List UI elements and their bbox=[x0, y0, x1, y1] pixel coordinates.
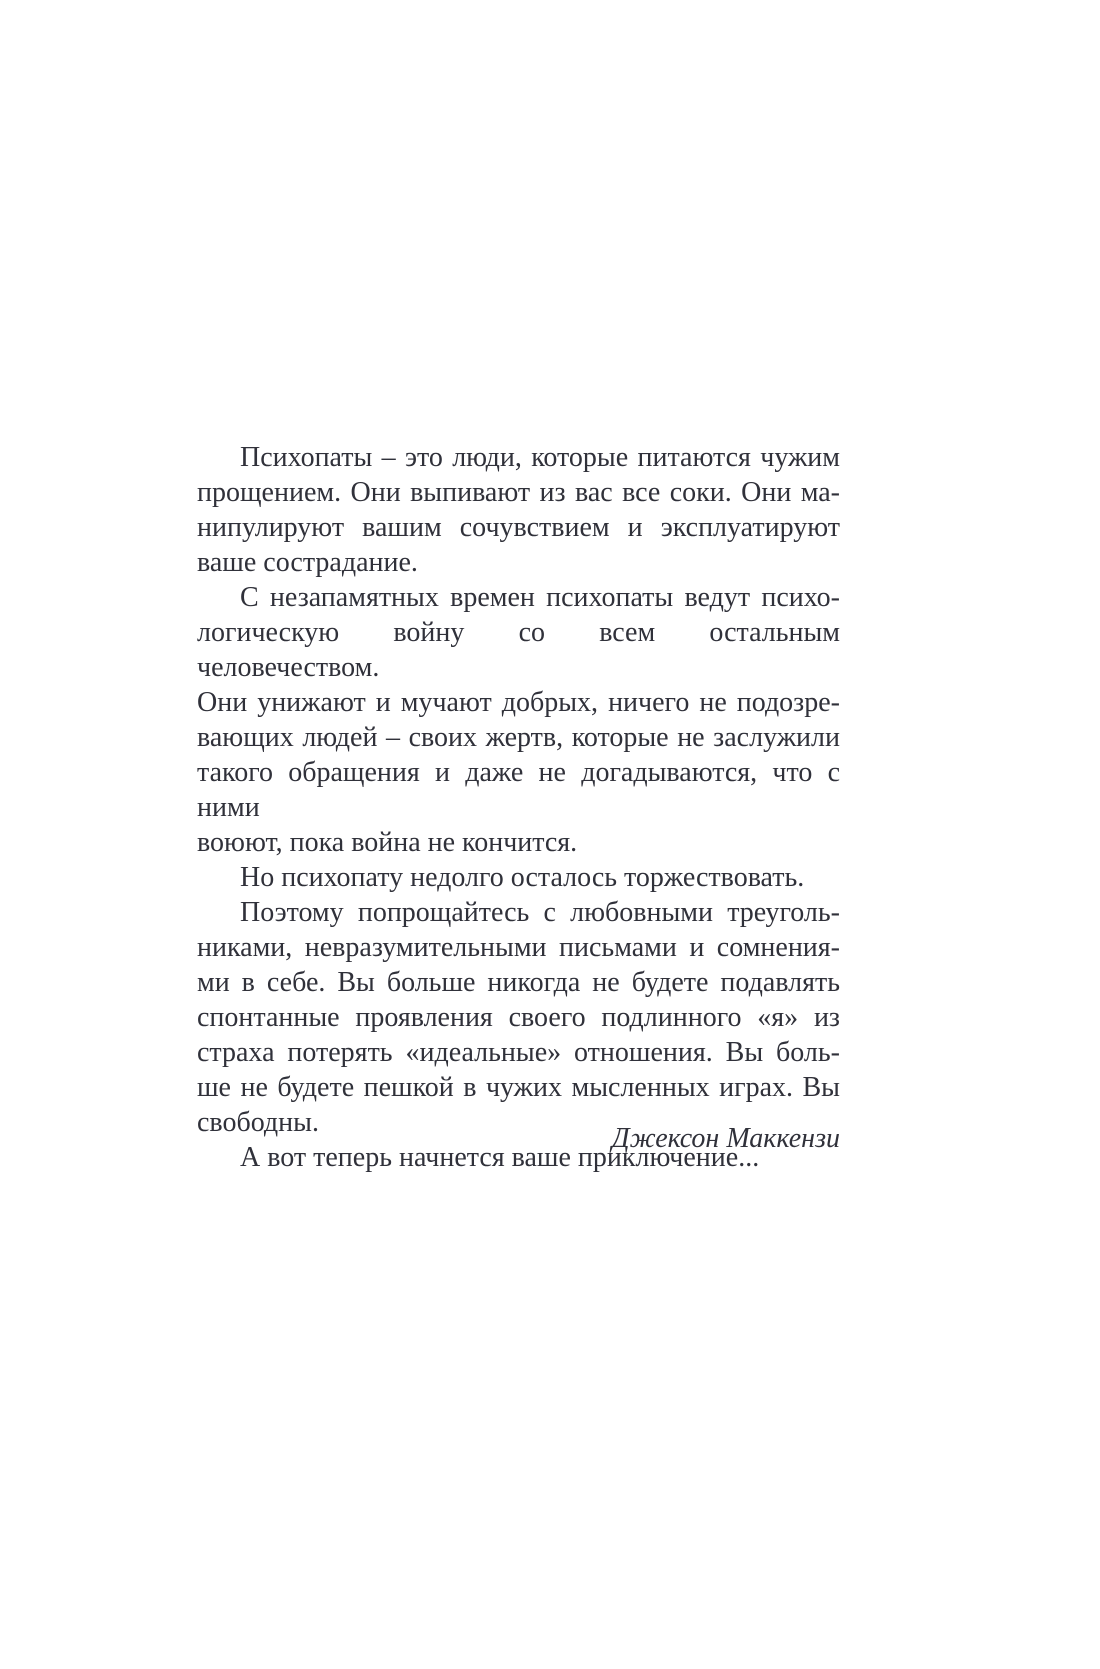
epigraph-text bbox=[197, 440, 840, 1175]
text-line: Поэтому попрощайтесь с любовными треуголь- bbox=[240, 897, 840, 928]
text-line: ше не будете пешкой в чужих мысленных играх. Вы bbox=[197, 1072, 840, 1103]
author-signature: Джексон Маккензи bbox=[611, 1123, 840, 1154]
text-line: ми в себе. Вы больше никогда не будете подавлять bbox=[197, 967, 840, 998]
text-line: спонтанные проявления своего подлинного «я» из bbox=[197, 1002, 840, 1033]
text-line: прощением. Они выпивают из вас все соки. Они ма- bbox=[197, 477, 840, 508]
text-line: Психопаты – это люди, которые питаются чужим bbox=[240, 442, 840, 473]
text-line: С незапамятных времен психопаты ведут психо- bbox=[240, 582, 840, 613]
text-line: вающих людей – своих жертв, которые не заслужили bbox=[197, 722, 840, 753]
text-line: логическую войну со всем остальным человечеством. bbox=[197, 617, 840, 683]
text-line: воюют, пока война не кончится. bbox=[197, 827, 578, 858]
text-line: свободны. bbox=[197, 1107, 319, 1138]
text-line: Они унижают и мучают добрых, ничего не подозре- bbox=[197, 687, 840, 718]
text-line: Но психопату недолго осталось торжествовать. bbox=[240, 862, 805, 893]
text-line: такого обращения и даже не догадываются, что с ними bbox=[197, 757, 840, 823]
text-line: никами, невразумительными письмами и сомнения- bbox=[197, 932, 840, 963]
text-line: ваше сострадание. bbox=[197, 547, 418, 578]
text-line: нипулируют вашим сочувствием и эксплуатируют bbox=[197, 512, 840, 543]
text-line: страха потерять «идеальные» отношения. Вы боль- bbox=[197, 1037, 840, 1068]
text-line: А вот теперь начнется ваше приключение... bbox=[240, 1142, 760, 1173]
